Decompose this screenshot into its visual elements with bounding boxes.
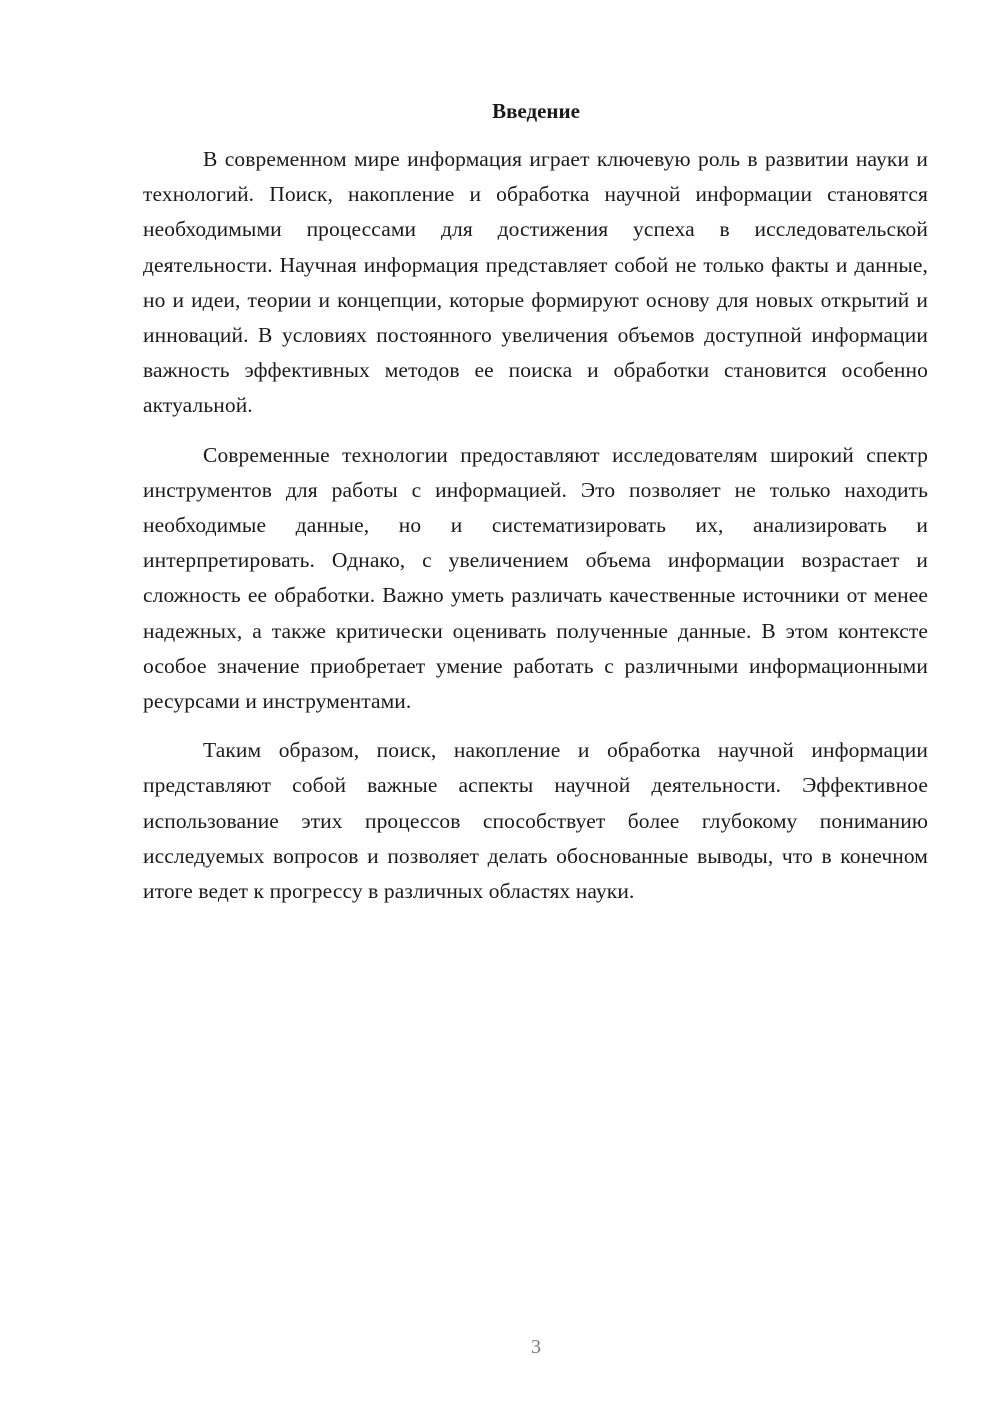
body-text bbox=[143, 142, 928, 923]
paragraph-1: В современном мире информация играет ключевую роль в развитии науки и технологий. Поиск, накопление и обработка научной информации становятся необходимыми процессами для достижения успеха в исследовательской деятельности. Научная информация представляет собой не только факты и данные, но и идеи, теории и концепции, которые формируют основу для новых открытий и инноваций. В условиях постоянного увеличения объемов доступной информации важность эффективных методов ее поиска и обработки становится особенно актуальной. bbox=[143, 147, 928, 418]
page-number: 3 bbox=[531, 1336, 541, 1358]
section-heading: Введение bbox=[492, 99, 580, 123]
paragraph-2: Современные технологии предоставляют исследователям широкий спектр инструментов для работы с информацией. Это позволяет не только находить необходимые данные, но и систематизировать их, анализировать и интерпретировать. Однако, с увеличением объема информации возрастает и сложность ее обработки. Важно уметь различать качественные источники от менее надежных, а также критически оценивать полученные данные. В этом контексте особое значение приобретает умение работать с различными информационными ресурсами и инструментами. bbox=[143, 442, 928, 714]
paragraph-3: Таким образом, поиск, накопление и обработка научной информации представляют собой важные аспекты научной деятельности. Эффективное использование этих процессов способствует более глубокому пониманию исследуемых вопросов и позволяет делать обоснованные выводы, что в конечном итоге ведет к прогрессу в различных областях науки. bbox=[143, 738, 928, 904]
